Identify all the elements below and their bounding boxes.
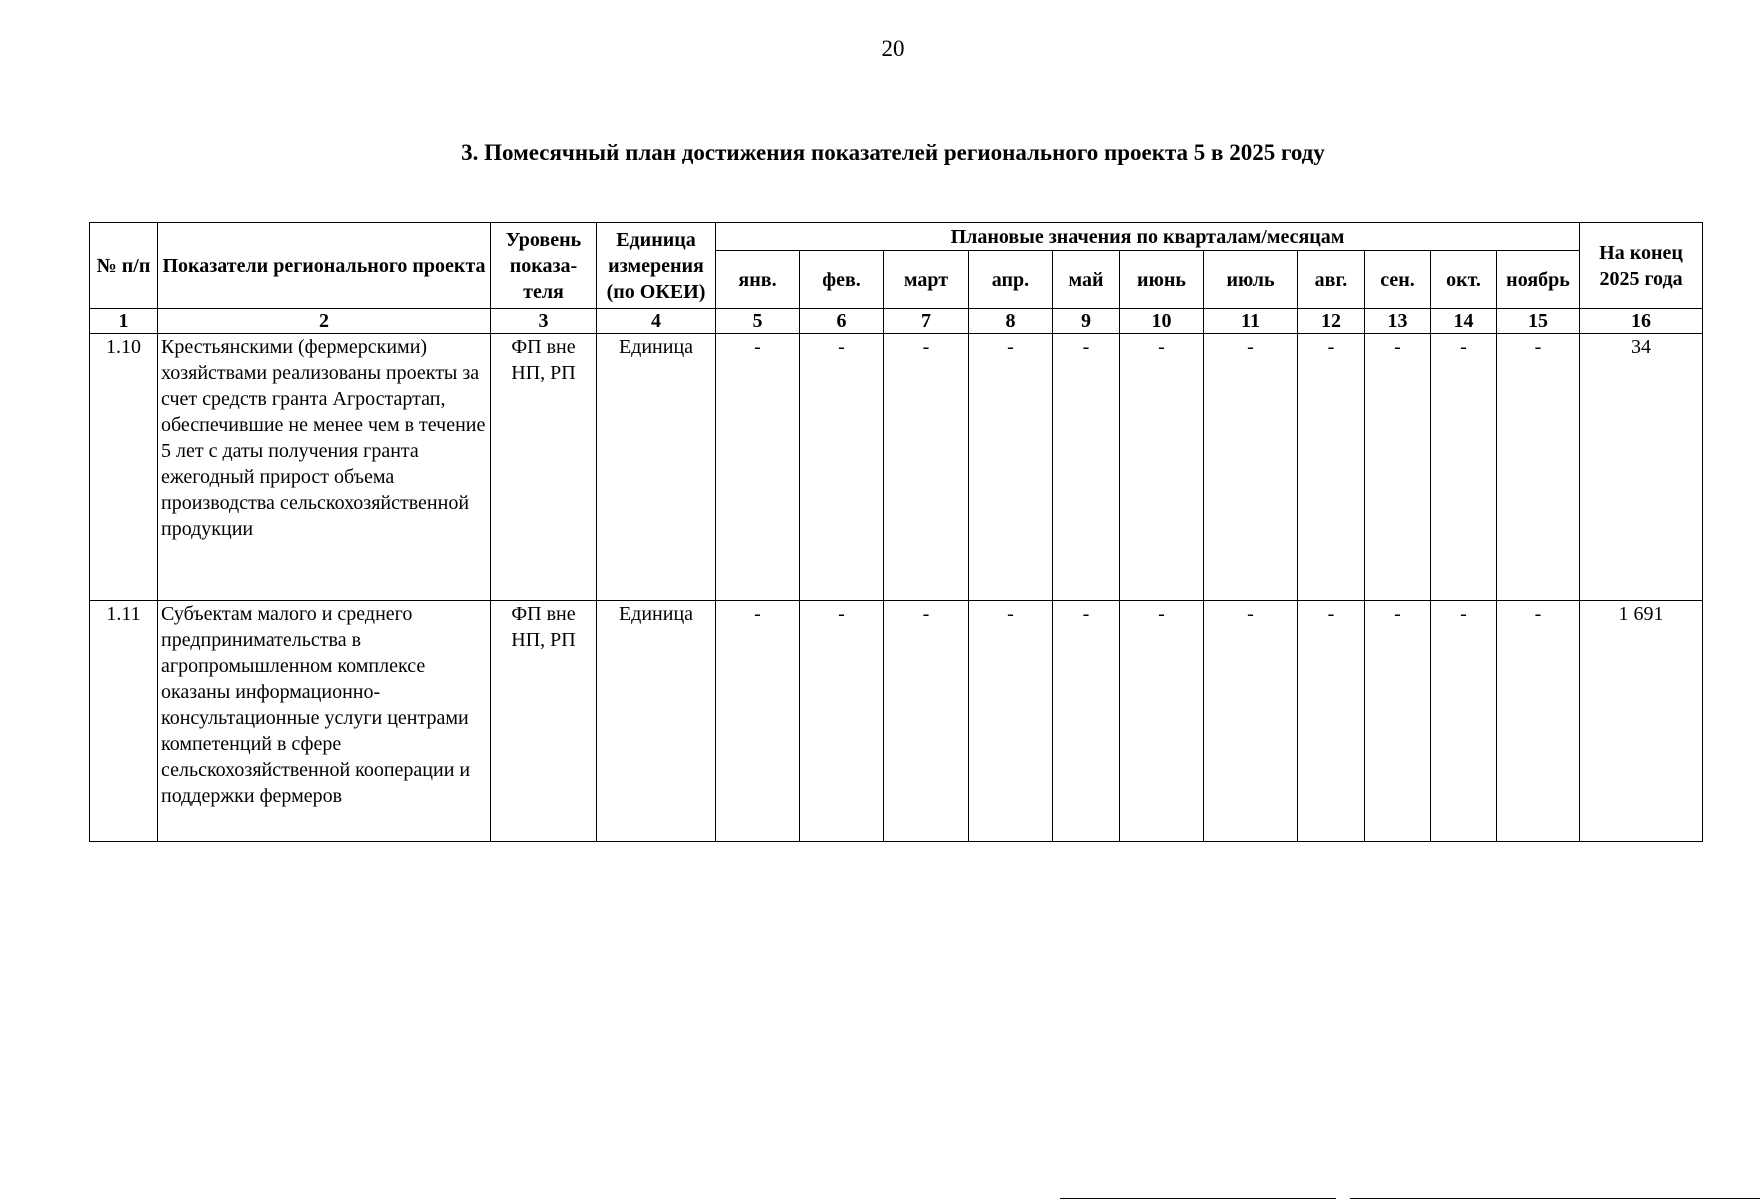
column-number: 13 — [1365, 309, 1431, 334]
header-num: № п/п — [90, 223, 158, 309]
column-number: 2 — [158, 309, 491, 334]
row-month-value: - — [800, 334, 884, 601]
header-month: фев. — [800, 251, 884, 309]
column-number: 1 — [90, 309, 158, 334]
row-month-value: - — [969, 334, 1053, 601]
page-number: 20 — [881, 36, 905, 61]
document-title: 3. Помесячный план достижения показателей регионального проекта 5 в 2025 году — [461, 140, 1325, 165]
column-number: 12 — [1298, 309, 1365, 334]
row-month-value: - — [716, 601, 800, 842]
row-month-value: - — [969, 601, 1053, 842]
row-month-value: - — [1365, 601, 1431, 842]
row-month-value: - — [800, 601, 884, 842]
row-month-value: - — [884, 601, 969, 842]
column-number: 10 — [1120, 309, 1204, 334]
header-total: На конец 2025 года — [1580, 223, 1703, 309]
row-num: 1.10 — [90, 334, 158, 601]
column-number: 14 — [1431, 309, 1497, 334]
row-month-value: - — [1431, 601, 1497, 842]
column-number: 6 — [800, 309, 884, 334]
header-unit: Единица измерения (по ОКЕИ) — [597, 223, 716, 309]
header-indicator: Показатели регионального проекта — [158, 223, 491, 309]
row-total: 1 691 — [1580, 601, 1703, 842]
row-month-value: - — [884, 334, 969, 601]
header-month: ноябрь — [1497, 251, 1580, 309]
row-month-value: - — [716, 334, 800, 601]
header-month: июль — [1204, 251, 1298, 309]
row-month-value: - — [1204, 601, 1298, 842]
column-number: 4 — [597, 309, 716, 334]
header-month: март — [884, 251, 969, 309]
row-month-value: - — [1497, 334, 1580, 601]
row-unit: Единица — [597, 334, 716, 601]
column-number: 9 — [1053, 309, 1120, 334]
row-unit: Единица — [597, 601, 716, 842]
row-month-value: - — [1120, 601, 1204, 842]
header-month: июнь — [1120, 251, 1204, 309]
column-number: 3 — [491, 309, 597, 334]
header-month: май — [1053, 251, 1120, 309]
footer-rule — [1060, 1198, 1336, 1199]
row-month-value: - — [1365, 334, 1431, 601]
row-level: ФП вне НП, РП — [491, 601, 597, 842]
column-number: 7 — [884, 309, 969, 334]
header-month: окт. — [1431, 251, 1497, 309]
row-month-value: - — [1497, 601, 1580, 842]
header-month: авг. — [1298, 251, 1365, 309]
table-row — [90, 601, 1703, 842]
header-planned-values: Плановые значения по кварталам/месяцам — [716, 223, 1580, 251]
row-total: 34 — [1580, 334, 1703, 601]
row-month-value: - — [1120, 334, 1204, 601]
header-level: Уровень показа-теля — [491, 223, 597, 309]
footer-rule — [1350, 1198, 1760, 1199]
column-number: 8 — [969, 309, 1053, 334]
row-month-value: - — [1431, 334, 1497, 601]
row-indicator: Крестьянскими (фермерскими) хозяйствами реализованы проекты за счет средств гранта Агростартап, обеспечившие не менее чем в течение 5 лет с даты получения гранта ежегодный прирост объема производства сельскохозяйственной продукции — [158, 334, 491, 601]
row-num: 1.11 — [90, 601, 158, 842]
table-row — [90, 334, 1703, 601]
row-month-value: - — [1298, 601, 1365, 842]
row-month-value: - — [1053, 601, 1120, 842]
header-month: сен. — [1365, 251, 1431, 309]
header-month: янв. — [716, 251, 800, 309]
monthly-plan-table — [89, 222, 1703, 842]
column-number: 5 — [716, 309, 800, 334]
column-number: 11 — [1204, 309, 1298, 334]
row-month-value: - — [1298, 334, 1365, 601]
row-month-value: - — [1053, 334, 1120, 601]
header-month: апр. — [969, 251, 1053, 309]
row-indicator: Субъектам малого и среднего предпринимательства в агропромышленном комплексе оказаны информационно-консультационные услуги центрами компетенций в сфере сельскохозяйственной кооперации и поддержки фермеров — [158, 601, 491, 842]
column-number: 15 — [1497, 309, 1580, 334]
row-level: ФП вне НП, РП — [491, 334, 597, 601]
column-number: 16 — [1580, 309, 1703, 334]
row-month-value: - — [1204, 334, 1298, 601]
